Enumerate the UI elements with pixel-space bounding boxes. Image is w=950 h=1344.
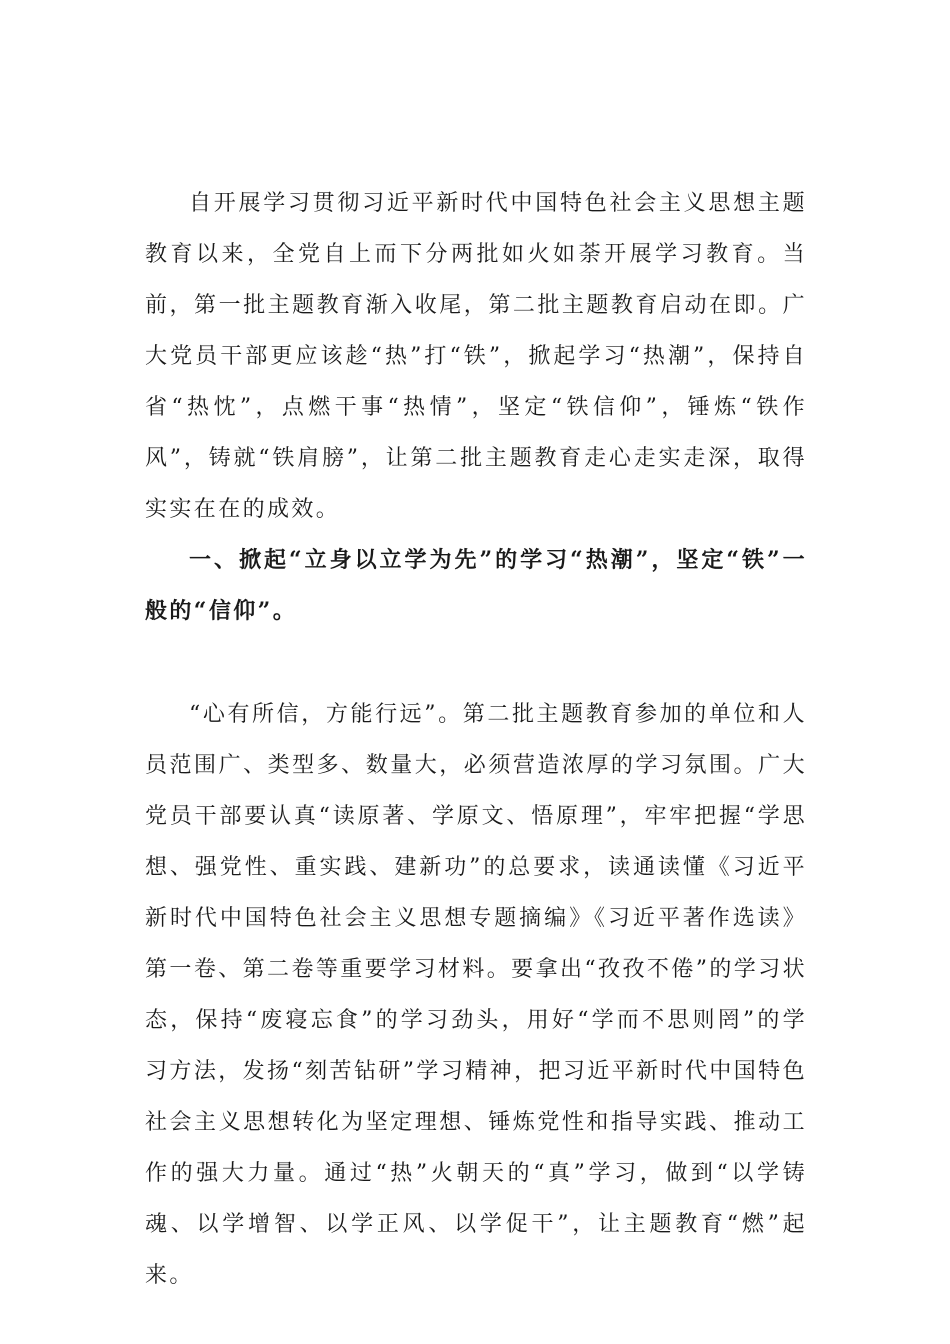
intro-paragraph: 自开展学习贯彻习近平新时代中国特色社会主义思想主题教育以来，全党自上而下分两批如火如荼开展学习教育。当前，第一批主题教育渐入收尾，第二批主题教育启动在即。广大党员干部更应该趁“热”打“铁”，掀起学习“热潮”，保持自省“热忱”，点燃干事“热情”，坚定“铁信仰”，锤炼“铁作风”，铸就“铁肩膀”，让第二批主题教育走心走实走深，取得实实在在的成效。: [145, 191, 807, 522]
document-body: [145, 178, 807, 1301]
paragraph-spacer: [145, 637, 807, 689]
section-1-paragraph: “心有所信，方能行远”。第二批主题教育参加的单位和人员范围广、类型多、数量大，必须营造浓厚的学习氛围。广大党员干部要认真“读原著、学原文、悟原理”，牢牢把握“学思想、强党性、重实践、建新功”的总要求，读通读懂《习近平新时代中国特色社会主义思想专题摘编》《习近平著作选读》第一卷、第二卷等重要学习材料。要拿出“孜孜不倦”的学习状态，保持“废寝忘食”的学习劲头，用好“学而不思则罔”的学习方法，发扬“刻苦钻研”学习精神，把习近平新时代中国特色社会主义思想转化为坚定理想、锤炼党性和指导实践、推动工作的强大力量。通过“热”火朝天的“真”学习，做到“以学铸魂、以学增智、以学正风、以学促干”，让主题教育“燃”起来。: [145, 702, 807, 1288]
section-heading-1: 一、掀起“立身以立学为先”的学习“热潮”，坚定“铁”一般的“信仰”。: [145, 547, 807, 624]
